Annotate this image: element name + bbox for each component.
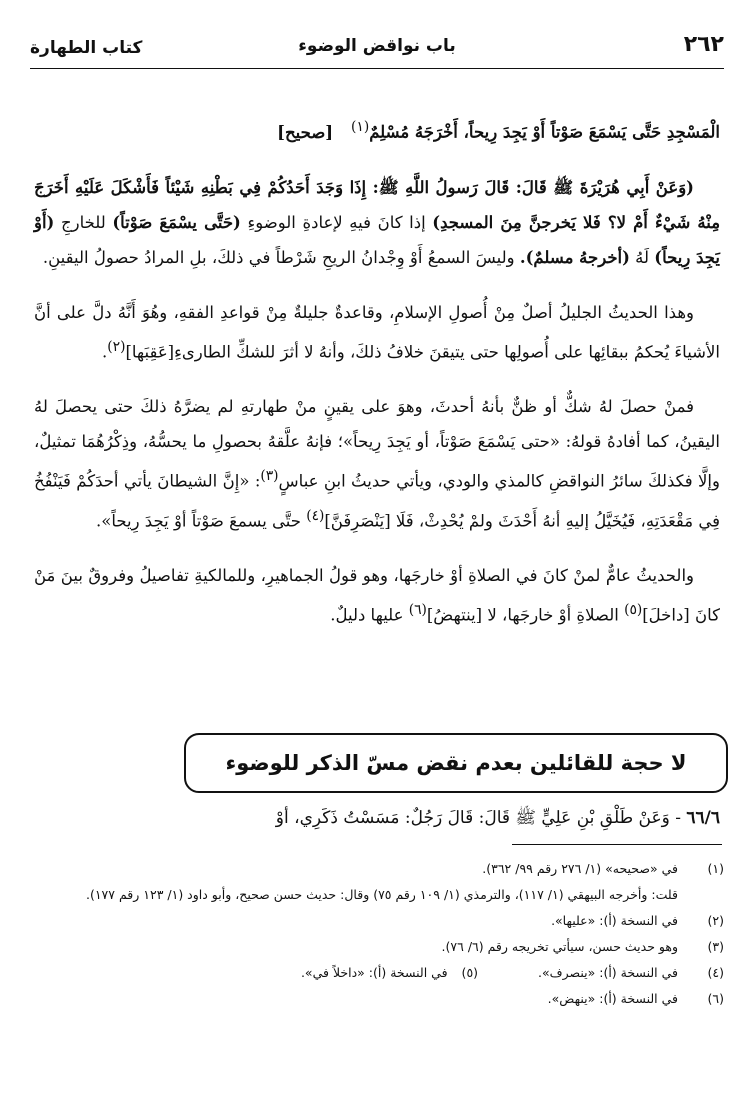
- footnotes: [30, 856, 724, 1012]
- bracketed-word: [ينتهضُ]: [426, 605, 483, 625]
- commentary-paragraph-4: [34, 558, 720, 633]
- chapter-title: باب نواقض الوضوء: [298, 36, 456, 56]
- hadith-number: ٦٦/٦: [686, 808, 720, 828]
- footnote-number: (٢): [707, 913, 724, 928]
- hadith-quote: (وَعَنْ أَبِي هُرَيْرَةَ ﷺ قَالَ: قَالَ رَسولُ اللَّهِ ﷺ: إِذَا وَجَدَ أَحَدُكُمْ فِي بَطْنِهِ شَيْئاً فَأَشْكَلَ عَلَيْهِ أَخَرَجَ مِنْهُ شَيْءٌ أَمْ لا؟ فَلا يَخرجنَّ مِنَ المسجدِ): [34, 177, 721, 232]
- hadith-text: - وَعَنْ طَلْقِ بْنِ عَلِيٍّ ﷺ قَالَ: قَالَ رَجُلٌ: مَسَسْتُ ذَكَرِي، أوْ: [275, 808, 681, 828]
- commentary-text: وليسَ السمعُ أَوْ وِجْدانُ الريحِ شَرْطاً في ذلكَ، بلِ المرادُ حصولُ اليقينِ.: [42, 247, 515, 267]
- footnote-item: [30, 960, 724, 986]
- commentary-text: للخارجِ: [60, 212, 106, 232]
- commentary-text: لَهُ: [635, 247, 650, 267]
- hadith-text: الْمَسْجِدِ حَتَّى يَسْمَعَ صَوْتاً أَوْ يَجِدَ رِيحاً، أَخْرَجَهُ مُسْلِمٌ: [369, 122, 720, 142]
- punctuation: .: [102, 342, 108, 361]
- footnote-text: في «صحيحه» (١/ ٢٧٦ رقم ٩٩/ ٣٦٢).: [482, 861, 678, 876]
- footnote-number: (٦): [707, 991, 724, 1006]
- running-header: [30, 32, 724, 66]
- commentary-text: الصلاةِ أوْ خارجَها، لا: [487, 605, 619, 625]
- footnote-ref-2: (٢): [107, 338, 126, 355]
- footnote-ref-1: (١): [351, 119, 370, 135]
- grade-label: [صحيح]: [277, 122, 334, 142]
- commentary-paragraph-2: [34, 295, 720, 370]
- footnote-number: (١): [707, 861, 724, 876]
- footnote-item: [30, 856, 724, 882]
- footnote-number: [678, 882, 724, 908]
- footnote-separator: [512, 844, 722, 845]
- footnote-item: [30, 882, 724, 908]
- footnote-text: وهو حديث حسن، سيأتي تخريجه رقم (٦/ ٧٦).: [441, 939, 678, 954]
- commentary-text: حتَّى يسمعَ صَوْتاً أوْ يَجِدَ رِيحاً».: [95, 511, 301, 530]
- bracketed-word: [عَقِبَها]: [125, 342, 175, 361]
- quote-phrase: (أَوْ يَجِدَ رِيحاً): [34, 212, 720, 267]
- footnote-item: [30, 986, 724, 1012]
- commentary-paragraph-3: [34, 389, 720, 538]
- footnote-item: [30, 908, 724, 934]
- bracketed-word: [داخلَ]: [642, 605, 690, 625]
- footnote-text-part: في النسخة (أ): «داخلاً في».: [300, 965, 448, 980]
- quote-phrase: (أخرجهُ مسلمٌ).: [519, 247, 630, 267]
- commentary-text: فمنْ حصلَ لهُ شكٌّ أو ظنٌّ بأنهُ أحدثَ، وهوَ على يقينٍ منْ طهارتهِ لم يضرَّهُ ذلكَ حتى يحصلَ لهُ اليقينُ، كما أفادهُ قولهُ: «حتى يَسْمَعَ صَوْتاً، أو يَجِدَ رِيحاً»؛ فإنهُ علَّقهُ بحصولِ ما يحسُّهُ، وذِكْرُهُمَا تمثيلٌ، وإلَّا فكذلكَ سائرُ النواقضِ كالمذي والودي، ويأتي حديثُ ابنِ عباسٍ: [34, 397, 720, 491]
- footnote-ref-5: (٥): [624, 602, 643, 618]
- header-rule: [30, 68, 724, 69]
- commentary-text: إذا كانَ فيهِ لإعادةِ الوضوءِ: [247, 212, 426, 232]
- commentary-text: وهذا الحديثُ الجليلُ أصلٌ مِنْ أُصولِ الإسلامِ، وقاعدةٌ جليلةٌ مِنْ قواعدِ الفقهِ، وهُوَ أَنَّهُ دلَّ على أنَّ الأشياءَ يُحكمُ ببقائِها على أُصولِها حتى يتيقنَ خلافُ ذلكَ، وأنهُ لا أثرَ للشكِّ الطارىءِ: [34, 302, 720, 361]
- commentary-text: عليها دليلٌ.: [330, 605, 404, 625]
- hadith-continuation: [34, 110, 720, 150]
- footnote-ref-6: (٦): [408, 602, 427, 618]
- footnote-number: (٣): [707, 939, 724, 954]
- section-heading: لا حجة للقائلين بعدم نقض مسّ الذكر للوضوء: [225, 751, 687, 775]
- hadith-66: [34, 800, 720, 836]
- book-title: كتاب الطهارة: [30, 38, 143, 58]
- footnote-item: [30, 934, 724, 960]
- quote-phrase: (حَتَّى يسْمَعَ صَوْتاً): [112, 212, 241, 232]
- main-text: [34, 110, 720, 653]
- footnote-text: في النسخة (أ): «ينهض».: [547, 991, 678, 1006]
- bracketed-word: [يَنْصَرِفَنَّ]: [324, 511, 391, 530]
- commentary-paragraph-1: [34, 170, 720, 275]
- footnote-ref-4: (٤): [306, 507, 325, 524]
- footnote-number: (٤): [707, 965, 724, 980]
- commentary-text: : «إِنَّ الشيطانَ يأتي أحدَكُمْ فَيَنْفُخُ فِي مَقْعَدَتِهِ، فَيُخَيَّلُ إليهِ أنهُ أَحْدَثَ ولمْ يُحْدِثْ، فَلَا: [34, 471, 720, 530]
- footnote-text: في النسخة (أ): «عليها».: [551, 913, 678, 928]
- commentary-text: والحديثُ عامٌّ لمنْ كانَ في الصلاةِ أوْ خارجَها، وهو قولُ الجماهيرِ، وللمالكيةِ تفاصيلُ وفروقٌ بينَ مَنْ كانَ: [34, 566, 720, 625]
- footnote-text-part: في النسخة (أ): «ينصرف».: [538, 965, 678, 980]
- footnote-text: [30, 960, 678, 986]
- footnote-number: (٥): [461, 965, 479, 980]
- footnote-text: قلت: وأخرجه البيهقي (١/ ١١٧)، والترمذي (١/ ١٠٩ رقم ٧٥) وقال: حديث حسن صحيح، وأبو داود (١/ ١٢٣ رقم ١٧٧).: [85, 887, 678, 902]
- section-heading-box: [184, 733, 728, 793]
- page-number: ٢٦٢: [683, 32, 724, 57]
- footnote-ref-3: (٣): [260, 468, 279, 484]
